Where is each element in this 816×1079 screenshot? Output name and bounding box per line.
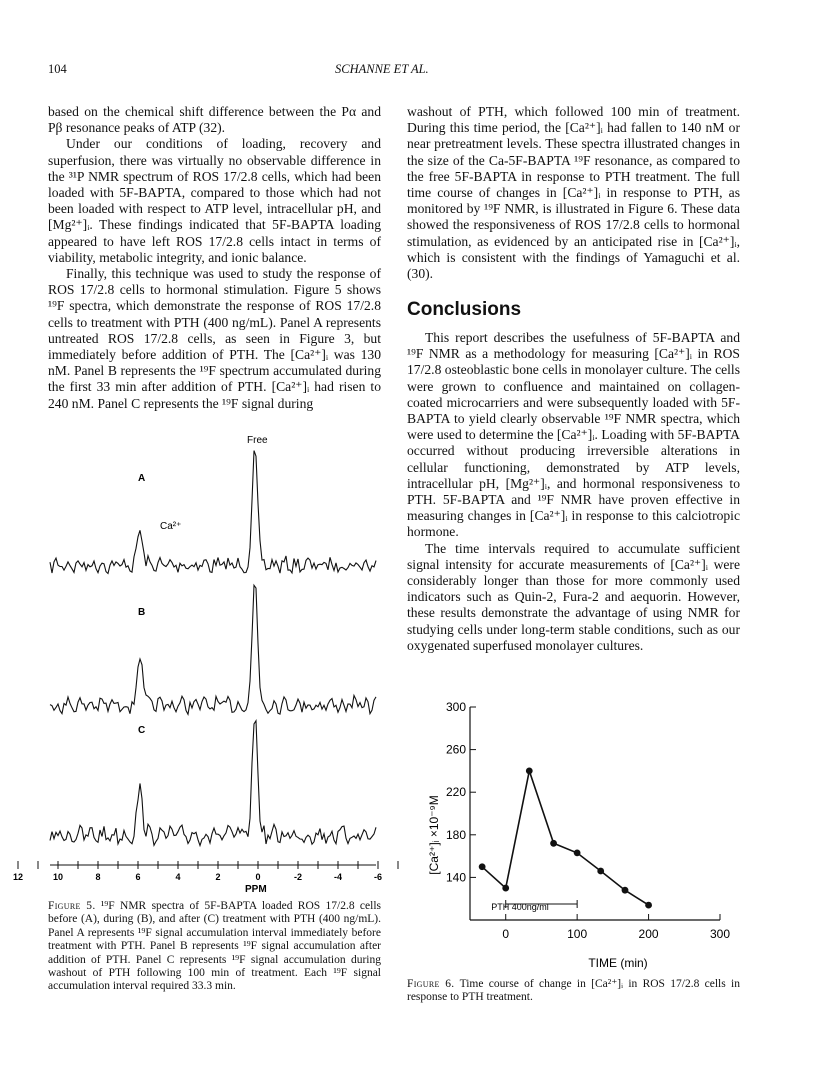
data-point bbox=[502, 885, 509, 892]
left-paragraph-2: Under our conditions of loading, recovery and superfusion, there was virtually no observable difference in the ³¹P NMR spectrum of ROS 17/2.8 cells, which had been loaded with 5F-BAPTA, compared to those which had not been loaded with respect to ATP level, intracellular pH, and [Mg²⁺]ᵢ. These findings indicated that 5F-BAPTA loading appeared to have left ROS 17/2.8 cells intact in terms of viability, metabolic integrity, and ionic balance. bbox=[48, 136, 381, 265]
panel-label-b: B bbox=[138, 607, 146, 618]
right-column-bottom bbox=[407, 330, 740, 654]
running-title: SCHANNE ET AL. bbox=[335, 62, 429, 76]
x-tick-label: 100 bbox=[567, 927, 588, 941]
spectrum-c bbox=[50, 721, 376, 846]
ppm-tick-label: -4 bbox=[333, 872, 343, 882]
figure-5-caption-lead: Figure 5. bbox=[48, 900, 96, 912]
panel-label-a: A bbox=[138, 473, 146, 484]
ppm-tick-label: -6 bbox=[373, 872, 383, 882]
y-tick-label: 140 bbox=[445, 870, 466, 885]
ppm-tick-label: 10 bbox=[52, 872, 64, 882]
figure-5-caption-text: ¹⁹F NMR spectra of 5F-BAPTA loaded ROS 17/2.8 cells before (A), during (B), and after (C) treatment with PTH (400 ng/mL). Panel A represents ¹⁹F signal accumulation interval immediately before treatment with PTH. Panel B represents ¹⁹F signal accumulation after addition of PTH. Panel C represents ¹⁹F signal accumulation during washout of PTH following 100 min of treatment. Each ¹⁹F signal accumulation interval required 33.3 min. bbox=[48, 900, 381, 993]
figure-5-spectra bbox=[12, 425, 388, 895]
x-axis-label: TIME (min) bbox=[588, 956, 648, 970]
x-tick-label: 300 bbox=[709, 927, 731, 941]
left-paragraph-1: based on the chemical shift difference between the Pα and Pβ resonance peaks of ATP (32). bbox=[48, 104, 381, 136]
x-tick-label: 200 bbox=[638, 927, 659, 941]
x-tick-label: 0 bbox=[502, 927, 510, 941]
data-point bbox=[526, 768, 533, 775]
y-tick-label: 180 bbox=[445, 827, 466, 842]
ppm-tick-label: 8 bbox=[95, 872, 101, 882]
y-tick-label: 260 bbox=[445, 742, 466, 757]
ppm-tick-label: -2 bbox=[293, 872, 303, 882]
figure-6-caption-text: Time course of change in [Ca²⁺]ᵢ in ROS 17/2.8 cells in response to PTH treatment. bbox=[407, 978, 740, 1004]
data-point bbox=[574, 850, 581, 857]
right-paragraph-1: washout of PTH, which followed 100 min of treatment. During this time period, the [Ca²⁺]ᵢ had fallen to 140 nM or near pretreatment levels. These spectra illustrated changes in the size of the Ca-5F-BAPTA ¹⁹F resonance, as compared to the free 5F-BAPTA in response to PTH treatment. The full time course of changes in [Ca²⁺]ᵢ in response to PTH, as monitored by ¹⁹F NMR, is illustrated in Figure 6. These data showed the responsiveness of ROS 17/2.8 cells to hormonal stimulation, as evidenced by an anticipated rise in [Ca²⁺]ᵢ, which is consistent with the findings of Yamaguchi et al. (30). bbox=[407, 104, 740, 282]
label-ca: Ca²⁺ bbox=[160, 521, 182, 532]
y-axis-label: [Ca²⁺]ᵢ ×10⁻⁹M bbox=[427, 795, 441, 875]
right-paragraph-2: This report describes the usefulness of 5F-BAPTA and ¹⁹F NMR as a methodology for measuring [Ca²⁺]ᵢ in ROS 17/2.8 osteoblastic bone cells in monolayer culture. The cells were grown to confluence and maintained on collagen-coated microcarriers and were subsequently loaded with 5F-BAPTA to yield clearly observable ¹⁹F NMR spectra, which were used to determine the [Ca²⁺]ᵢ. Loading with 5F-BAPTA occurred without producing irreversible alterations in cellular functioning, demonstrated by ATP levels, intracellular pH, [Mg²⁺]ᵢ, and hormonal responsiveness to PTH. 5F-BAPTA and ¹⁹F NMR have proven effective in measuring changes in [Ca²⁺]ᵢ in response to this calciotropic hormone. bbox=[407, 330, 740, 540]
right-column-top bbox=[407, 104, 740, 282]
spectrum-b bbox=[50, 585, 376, 714]
data-point bbox=[597, 868, 604, 875]
left-paragraph-3: Finally, this technique was used to study the response of ROS 17/2.8 cells to hormonal stimulation. Figure 5 shows ¹⁹F spectra, which demonstrate the response of ROS 17/2.8 cells to treatment with PTH (400 ng/mL). Panel A represents untreated ROS 17/2.8 cells, as seen in Figure 3, but immediately before addition of PTH. The [Ca²⁺]ᵢ was 130 nM. Panel B represents the ¹⁹F spectrum accumulated during the first 33 min after addition of PTH. [Ca²⁺]ᵢ had risen to 240 nM. Panel C represents the ¹⁹F signal during bbox=[48, 266, 381, 411]
y-tick-label: 220 bbox=[445, 785, 466, 800]
label-free: Free bbox=[247, 435, 268, 446]
ppm-tick-label: 2 bbox=[215, 872, 221, 882]
data-point bbox=[479, 863, 486, 870]
ppm-tick-label: 0 bbox=[255, 872, 261, 882]
section-heading-conclusions: Conclusions bbox=[407, 299, 522, 320]
pth-annotation: PTH 400ng/ml bbox=[491, 902, 549, 912]
left-column bbox=[48, 104, 381, 412]
figure-6-caption bbox=[407, 978, 740, 1005]
data-point bbox=[622, 887, 629, 894]
page-number: 104 bbox=[48, 62, 67, 76]
figure-6-caption-lead: Figure 6. bbox=[407, 978, 455, 990]
data-point bbox=[645, 902, 652, 909]
ppm-tick-label: 12 bbox=[12, 872, 24, 882]
right-paragraph-3: The time intervals required to accumulate sufficient signal intensity for accurate measurements of [Ca²⁺]ᵢ were considerably longer than those for more commonly used indicators such as Quin-2, Fura-2 and aequorin. However, these results demonstrate the advantage of using NMR for studying cells under long-term stable conditions, such as our oxygenated superfused monolayer cultures. bbox=[407, 540, 740, 653]
spectrum-a bbox=[50, 451, 376, 574]
panel-label-c: C bbox=[138, 725, 146, 736]
data-point bbox=[550, 840, 557, 847]
figure-6-chart bbox=[400, 695, 740, 975]
ppm-tick-label: 6 bbox=[135, 872, 141, 882]
figure-5-caption bbox=[48, 900, 381, 994]
ppm-axis-label: PPM bbox=[245, 884, 267, 895]
ppm-tick-label: 4 bbox=[175, 872, 181, 882]
y-tick-label: 300 bbox=[445, 700, 466, 714]
